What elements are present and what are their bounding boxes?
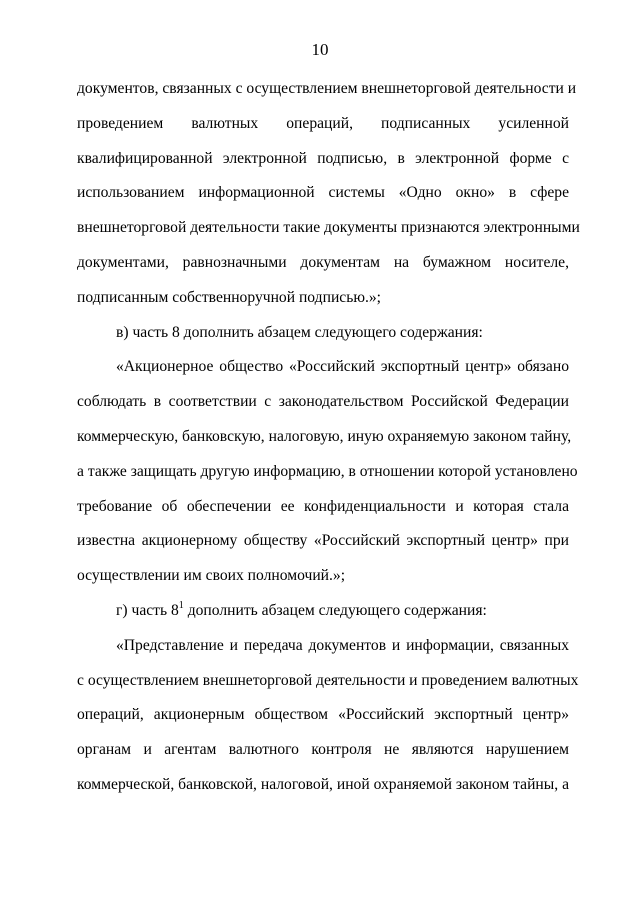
text-line bbox=[77, 594, 569, 629]
text-line: требование об обеспечении ее конфиденциальности и которая стала bbox=[77, 497, 569, 515]
text-line: документов, связанных с осуществлением внешнеторговой деятельности и bbox=[77, 80, 577, 97]
text-line: документами, равнозначными документам на бумажном носителе, bbox=[77, 253, 569, 271]
text-line: органам и агентам валютного контроля не являются нарушением bbox=[77, 741, 569, 759]
page-number: 10 bbox=[311, 40, 329, 59]
text-line: операций, акционерным обществом «Российский экспортный центр» bbox=[77, 706, 569, 724]
text-line: квалифицированной электронной подписью, в электронной форме с bbox=[77, 149, 569, 167]
text-line: а также защищать другую информацию, в отношении которой установлено bbox=[77, 462, 578, 480]
text-fragment: г) часть 8 bbox=[116, 601, 179, 619]
text-line: подписанным собственноручной подписью.»; bbox=[77, 288, 381, 306]
superscript: 1 bbox=[178, 599, 184, 611]
text-line: в) часть 8 дополнить абзацем следующего содержания: bbox=[116, 323, 483, 341]
text-fragment: дополнить абзацем следующего содержания: bbox=[183, 601, 487, 619]
text-line: «Акционерное общество «Российский экспортный центр» обязано bbox=[116, 358, 569, 376]
document-body bbox=[77, 72, 580, 803]
text-line: «Представление и передача документов и информации, связанных bbox=[116, 636, 569, 654]
text-line: проведением валютных операций, подписанных усиленной bbox=[77, 114, 569, 132]
text-line: с осуществлением внешнеторговой деятельности и проведением валютных bbox=[77, 671, 579, 689]
text-line: коммерческой, банковской, налоговой, иной охраняемой законом тайны, а bbox=[77, 775, 569, 793]
text-line: известна акционерному обществу «Российский экспортный центр» при bbox=[77, 532, 569, 550]
text-line: использованием информационной системы «Одно окно» в сфере bbox=[77, 184, 569, 202]
text-line: коммерческую, банковскую, налоговую, иную охраняемую законом тайну, bbox=[77, 427, 572, 445]
text-line: осуществлении им своих полномочий.»; bbox=[77, 567, 346, 585]
text-line: соблюдать в соответствии с законодательством Российской Федерации bbox=[77, 393, 569, 411]
text-line: внешнеторговой деятельности такие документы признаются электронными bbox=[77, 219, 580, 237]
